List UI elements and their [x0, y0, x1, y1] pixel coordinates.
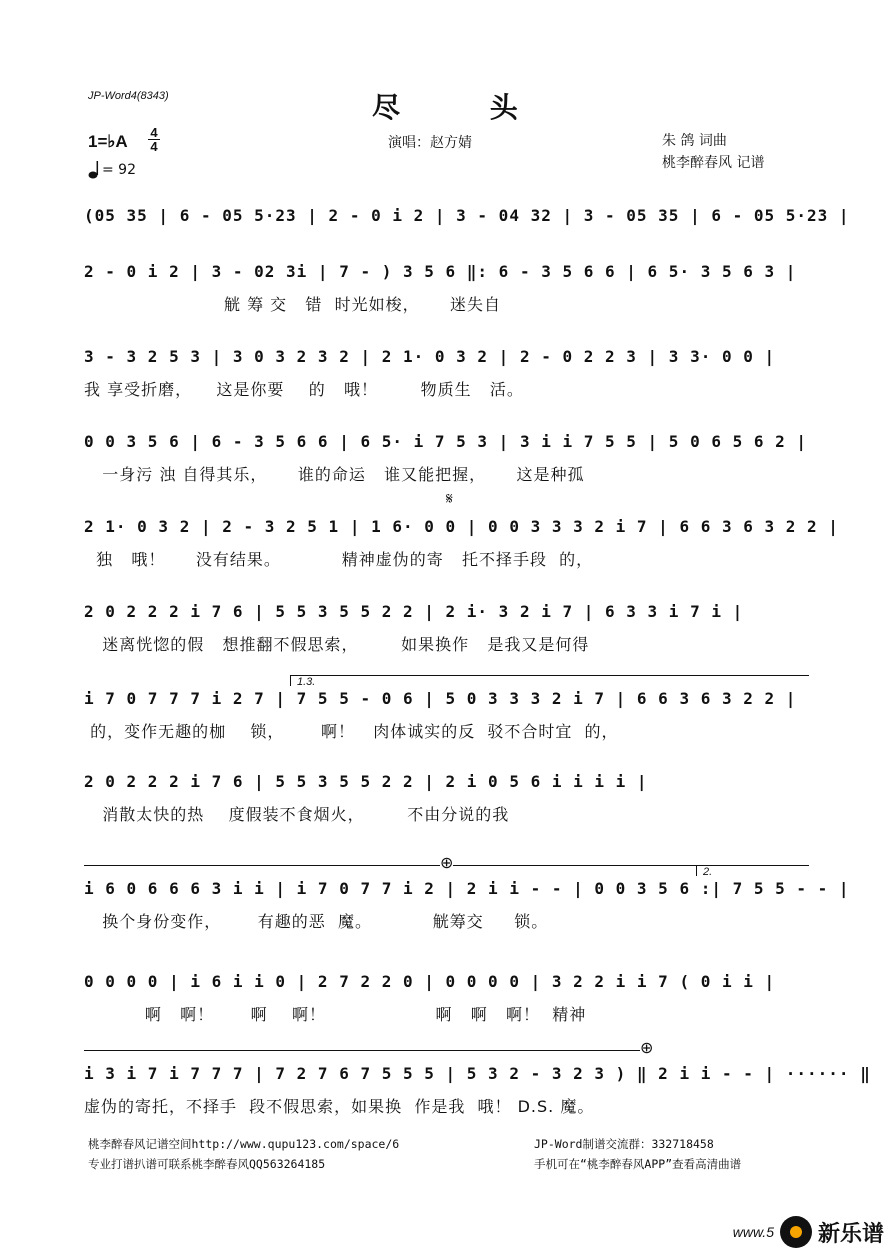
score-row-3: [84, 341, 808, 427]
notes-line: 3 - 3 2 5 3 | 3 0 3 2 3 2 | 2 1· 0 3 2 | 2 - 0 2 2 3 | 3 3· 0 0 |: [84, 347, 776, 366]
singer-credit: 演唱：赵方婧: [388, 135, 472, 151]
lyric-line: 迷离恍惚的假 想推翻不假思索， 如果换作 是我又是何得: [84, 635, 590, 654]
notes-line: 0 0 3 5 6 | 6 - 3 5 6 6 | 6 5· i 7 5 3 | 3 i i 7 5 5 | 5 0 6 5 6 2 |: [84, 432, 808, 451]
score-row-6: [84, 596, 808, 682]
record-disc-icon: [780, 1216, 812, 1248]
time-signature-top: 4: [150, 125, 158, 140]
notes-line: i 3 i 7 i 7 7 7 | 7 2 7 6 7 5 5 5 | 5 3 2 - 3 2 3 ) ‖ 2 i i - - | ······ ‖: [84, 1064, 871, 1083]
quarter-note-icon: [88, 160, 100, 180]
lyric-line: 独 哦！ 没有结果。 精神虚伪的寄 托不择手段 的，: [84, 550, 594, 569]
notes-line: 0 0 0 0 | i 6 i i 0 | 2 7 2 2 0 | 0 0 0 0 | 3 2 2 i i 7 ( 0 i i |: [84, 972, 776, 991]
coda-sign: ⊕: [640, 1038, 654, 1057]
lyric-line: 消散太快的热 度假装不食烟火， 不由分说的我: [84, 805, 510, 824]
notes-line: 2 1· 0 3 2 | 2 - 3 2 5 1 | 1 6· 0 0 | 0 0 3 3 3 2 i 7 | 6 6 3 6 3 2 2 |: [84, 517, 839, 536]
tempo-marking: [88, 160, 136, 180]
lyric-line: 啊 啊！ 啊 啊！ 啊 啊 啊！ 精神: [84, 1005, 587, 1024]
time-signature-bottom: 4: [150, 139, 158, 154]
lyric-line: 虚伪的寄托，不择手 段不假思索，如果换 作是我 哦！ D.S. 魔。: [84, 1097, 595, 1116]
notes-line: 2 0 2 2 2 i 7 6 | 5 5 3 5 5 2 2 | 2 i 0 5 6 i i i i |: [84, 772, 648, 791]
lyric-line: 的，变作无趣的枷 锁， 啊！ 肉体诚实的反 驳不合时宜 的，: [84, 722, 619, 741]
notes-line: 2 - 0 i 2 | 3 - 02 3i | 7 - ) 3 5 6 ‖: 6 - 3 5 6 6 | 6 5· 3 5 6 3 |: [84, 262, 797, 281]
lyric-line: 换个身份变作， 有趣的恶 魔。 觥筹交 锁。: [84, 912, 549, 931]
footer-right-line2: 手机可在“桃李醉春风APP”查看高清曲谱: [534, 1157, 742, 1171]
volta-line: [84, 865, 696, 866]
score-row-9: [84, 851, 850, 937]
volta-label: 1.3.: [297, 676, 316, 688]
lyric-line: 我 享受折磨， 这是你要 的 哦！ 物质生 活。: [84, 380, 524, 399]
composer-credit: 朱 鸽 词曲: [662, 133, 727, 149]
coda-sign: ⊕: [440, 853, 454, 872]
score-row-7: [84, 676, 808, 767]
footer-left-line1: 桃李醉春风记谱空间http://www.qupu123.com/space/6: [88, 1137, 400, 1151]
watermark-url: www.5: [732, 1224, 774, 1240]
watermark-logo-text: 新乐谱: [817, 1221, 884, 1247]
lyric-line: 觥 筹 交 错 时光如梭， 迷失自: [84, 295, 502, 314]
coda-line: [84, 1050, 644, 1051]
volta-label: 2.: [703, 866, 713, 878]
time-signature: [148, 126, 160, 153]
notes-line: i 7 0 7 7 7 i 2 7 | 7 5 5 - 0 6 | 5 0 3 3 3 2 i 7 | 6 6 3 6 3 2 2 |: [84, 689, 797, 708]
transcriber-credit: 桃李醉春风 记谱: [662, 155, 765, 171]
footer-right-line1: JP-Word制谱交流群：332718458: [534, 1137, 714, 1151]
software-tag: JP-Word4(8343): [88, 90, 169, 102]
notes-line: (05 35 | 6 - 05 5·23 | 2 - 0 i 2 | 3 - 04 32 | 3 - 05 35 | 6 - 05 5·23 |: [84, 206, 850, 225]
volta-bracket-2: [696, 865, 809, 876]
tempo-value: = 92: [102, 162, 136, 178]
score-row-11: [84, 1036, 871, 1126]
footer-left-line2: 专业打谱扒谱可联系桃李醉春风QQ563264185: [88, 1157, 326, 1171]
notes-line: i 6 0 6 6 6 3 i i | i 7 0 7 7 i 2 | 2 i i - - | 0 0 3 5 6 :| 7 5 5 - - |: [84, 879, 850, 898]
volta-bracket-1: [290, 675, 809, 686]
page-title: 尽 头: [372, 91, 558, 124]
key-signature: 1=♭A: [88, 132, 128, 151]
lyric-line: 一身污 浊 自得其乐， 谁的命运 谁又能把握， 这是种孤: [84, 465, 585, 484]
notes-line: 2 0 2 2 2 i 7 6 | 5 5 3 5 5 2 2 | 2 i· 3 2 i 7 | 6 3 3 i 7 i |: [84, 602, 744, 621]
segno-sign: 𝄋: [446, 489, 453, 508]
score-row-8: [84, 766, 808, 852]
score-row-2: [84, 256, 808, 342]
site-watermark: [733, 1216, 884, 1248]
score-row-5: [84, 489, 839, 597]
